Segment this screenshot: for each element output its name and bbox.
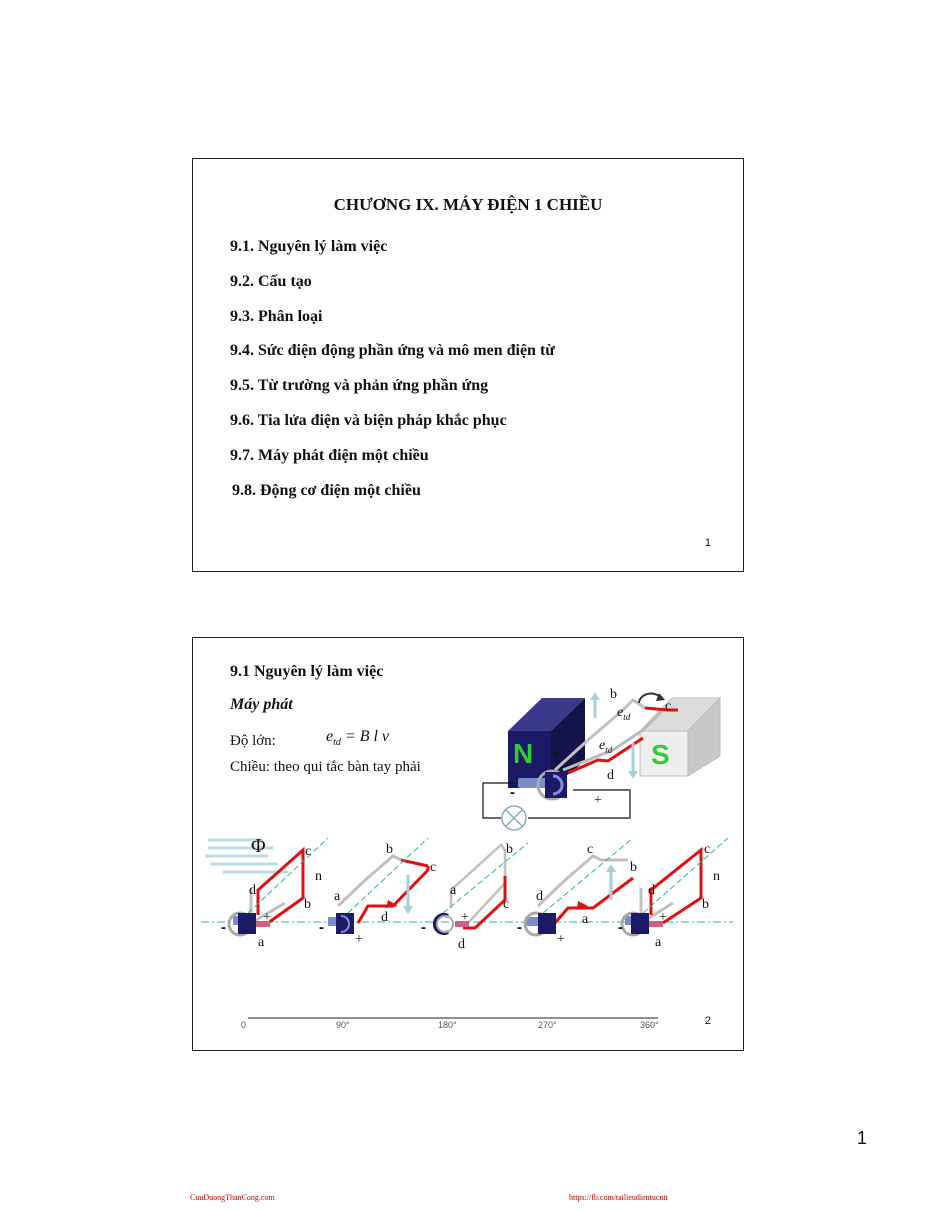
svg-text:-: - bbox=[319, 919, 324, 936]
label-d: d bbox=[607, 768, 614, 783]
label-a: a bbox=[553, 745, 560, 760]
emf-label: $e_{td}$ bbox=[599, 738, 613, 755]
footer-left: CuuDuongThanCong.com bbox=[190, 1193, 275, 1202]
svg-text:d: d bbox=[458, 937, 465, 952]
label-c: c bbox=[665, 699, 672, 714]
brush-left bbox=[518, 778, 548, 788]
svg-text:c: c bbox=[305, 844, 312, 859]
svg-text:c: c bbox=[704, 842, 711, 857]
generator-diagram bbox=[193, 638, 745, 1052]
svg-text:c: c bbox=[430, 860, 437, 875]
direction-label: Chiều: theo qui tắc bàn tay phải bbox=[230, 759, 421, 775]
svg-text:d: d bbox=[536, 889, 543, 904]
rotation-sequence bbox=[201, 835, 733, 1030]
svg-text:b: b bbox=[506, 842, 513, 857]
svg-text:-: - bbox=[421, 919, 426, 936]
section-subtitle: Máy phát bbox=[230, 696, 293, 713]
plus-sign: + bbox=[594, 793, 602, 808]
table-of-contents bbox=[230, 237, 555, 515]
slide-1 bbox=[192, 158, 744, 572]
flux-arrows bbox=[205, 840, 288, 872]
tick-270: 270° bbox=[538, 1020, 557, 1030]
svg-text:-: - bbox=[618, 919, 623, 936]
tick-180: 180° bbox=[438, 1020, 457, 1030]
svg-text:b: b bbox=[386, 842, 393, 857]
coil-position-360 bbox=[618, 838, 728, 950]
generator-illustration bbox=[483, 687, 720, 830]
toc-item: 9.2. Cấu tạo bbox=[230, 272, 312, 290]
label-b: b bbox=[610, 687, 617, 702]
toc-item: 9.1. Nguyên lý làm việc bbox=[230, 238, 388, 255]
magnitude-label: Độ lớn: bbox=[230, 733, 276, 749]
toc-item: 9.8. Động cơ điện một chiều bbox=[232, 481, 421, 499]
svg-text:b: b bbox=[304, 897, 311, 912]
svg-text:+: + bbox=[263, 910, 271, 925]
svg-text:a: a bbox=[582, 912, 589, 927]
svg-text:+: + bbox=[461, 910, 469, 925]
svg-text:d: d bbox=[249, 883, 256, 898]
chapter-title: CHƯƠNG IX. MÁY ĐIỆN 1 CHIỀU bbox=[333, 195, 603, 214]
emf-label: $e_{td}$ bbox=[617, 705, 631, 722]
slide-number: 1 bbox=[704, 537, 711, 549]
svg-text:a: a bbox=[655, 935, 662, 950]
toc-item: 9.5. Từ trường và phản ứng phần ứng bbox=[230, 377, 489, 395]
svg-text:n: n bbox=[315, 869, 322, 884]
svg-text:n: n bbox=[713, 869, 720, 884]
svg-text:b: b bbox=[630, 860, 637, 875]
svg-text:-: - bbox=[221, 919, 226, 936]
toc-item: 9.7. Máy phát điện một chiều bbox=[230, 446, 429, 464]
toc-item: 9.3. Phân loại bbox=[230, 307, 323, 325]
svg-text:a: a bbox=[258, 935, 265, 950]
svg-text:d: d bbox=[648, 883, 655, 898]
svg-text:c: c bbox=[587, 842, 594, 857]
slide-2 bbox=[192, 637, 744, 1051]
page-number: 1 bbox=[856, 1128, 867, 1148]
tick-360: 360° bbox=[640, 1020, 659, 1030]
svg-text:b: b bbox=[702, 897, 709, 912]
svg-text:a: a bbox=[450, 883, 457, 898]
emf-formula: $e_{td} = B$ l v bbox=[326, 728, 390, 749]
svg-text:+: + bbox=[557, 932, 565, 947]
footer-right: https://fb.com/tailieudientucntt bbox=[569, 1193, 668, 1202]
tick-90: 90° bbox=[336, 1020, 350, 1030]
svg-text:+: + bbox=[355, 932, 363, 947]
toc-item: 9.6. Tia lửa điện và biện pháp khắc phục bbox=[230, 411, 507, 429]
flux-symbol: Φ bbox=[251, 835, 266, 857]
slide-number: 2 bbox=[704, 1015, 711, 1027]
svg-text:+: + bbox=[659, 910, 667, 925]
section-title: 9.1 Nguyên lý làm việc bbox=[230, 663, 384, 680]
svg-text:d: d bbox=[381, 910, 388, 925]
minus-sign: - bbox=[510, 784, 515, 801]
toc-item: 9.4. Sức điện động phần ứng và mô men điện từ bbox=[230, 342, 555, 360]
coil-position-180 bbox=[421, 842, 528, 952]
n-pole-label: N bbox=[513, 738, 534, 769]
svg-text:-: - bbox=[517, 919, 522, 936]
s-pole-label: S bbox=[651, 739, 670, 770]
coil-position-90 bbox=[319, 838, 436, 947]
tick-0: 0 bbox=[241, 1020, 247, 1030]
svg-text:a: a bbox=[334, 889, 341, 904]
svg-text:c: c bbox=[503, 897, 510, 912]
